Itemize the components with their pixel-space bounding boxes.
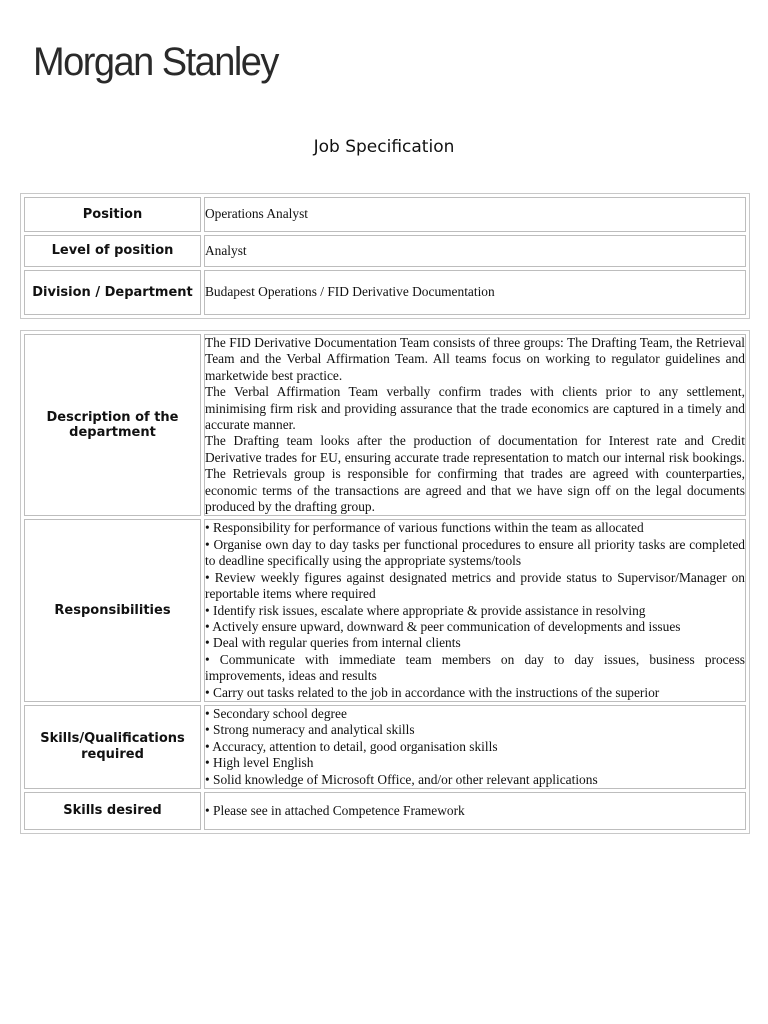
position-value: Operations Analyst	[204, 197, 746, 232]
list-item: • Accuracy, attention to detail, good organisation skills	[205, 738, 498, 754]
division-value: Budapest Operations / FID Derivative Documentation	[204, 270, 746, 315]
list-item: • Deal with regular queries from internal clients	[205, 635, 461, 651]
list-item: • Actively ensure upward, downward & peer communication of developments and issues	[205, 618, 681, 634]
list-item: • Solid knowledge of Microsoft Office, and/or other relevant applications	[205, 771, 598, 787]
list-item: • Organise own day to day tasks per functional procedures to ensure all priority tasks are completed to deadline specifically using the appropriate systems/tools	[205, 536, 745, 569]
description-label: Description of the department	[24, 334, 201, 516]
list-item: • Please see in attached Competence Framework	[205, 802, 465, 818]
description-paragraph: The Drafting team looks after the production of documentation for Interest rate and Credit Derivative trades for EU, ensuring accurate trade representation to match our internal risk bookings. The Retrievals group is responsible for confirming that trades are agreed with counterparties, economic terms of the transactions are agreed and that we have sign off on the legal documents produced by the drafting group.	[205, 433, 745, 515]
table-row-skills-desired	[24, 792, 746, 830]
position-label: Position	[24, 197, 201, 232]
table-row-division	[24, 270, 746, 315]
description-paragraph: The FID Derivative Documentation Team consists of three groups: The Drafting Team, the Retrieval Team and the Verbal Affirmation Team. All teams focus on working to regulator guidelines and marketwide best practice.	[205, 335, 745, 383]
list-item: • Carry out tasks related to the job in accordance with the instructions of the superior	[205, 684, 660, 700]
skills-required-label: Skills/Qualifications required	[24, 705, 201, 789]
list-item: • High level English	[205, 755, 314, 771]
list-item: • Responsibility for performance of various functions within the team as allocated	[205, 520, 644, 536]
details-table	[20, 330, 750, 834]
table-row-position	[24, 197, 746, 232]
responsibilities-value	[204, 519, 746, 701]
list-item: • Strong numeracy and analytical skills	[205, 722, 415, 738]
list-item: • Communicate with immediate team members on day to day issues, business process improvements, ideas and results	[205, 651, 745, 684]
table-row-skills-required	[24, 705, 746, 789]
level-label: Level of position	[24, 235, 201, 267]
description-value	[204, 334, 746, 516]
level-value: Analyst	[204, 235, 746, 267]
table-row-responsibilities	[24, 519, 746, 701]
list-item: • Identify risk issues, escalate where appropriate & provide assistance in resolving	[205, 602, 646, 618]
skills-required-value	[204, 705, 746, 789]
description-paragraph: The Verbal Affirmation Team verbally confirm trades with clients prior to any settlement, minimising firm risk and providing assurance that the trade economics are captured in a timely and accurate manner.	[205, 384, 745, 433]
skills-desired-label: Skills desired	[24, 792, 201, 830]
table-row-level	[24, 235, 746, 267]
list-item: • Review weekly figures against designated metrics and provide status to Supervisor/Manager on reportable items where required	[205, 569, 745, 602]
responsibilities-label: Responsibilities	[24, 519, 201, 701]
table-row-description	[24, 334, 746, 516]
page-title: Job Specification	[313, 137, 455, 157]
list-item: • Secondary school degree	[205, 705, 347, 721]
skills-desired-value	[204, 792, 746, 830]
division-label: Division / Department	[24, 270, 201, 315]
summary-table	[20, 193, 750, 319]
company-logo: Morgan Stanley	[33, 40, 278, 84]
